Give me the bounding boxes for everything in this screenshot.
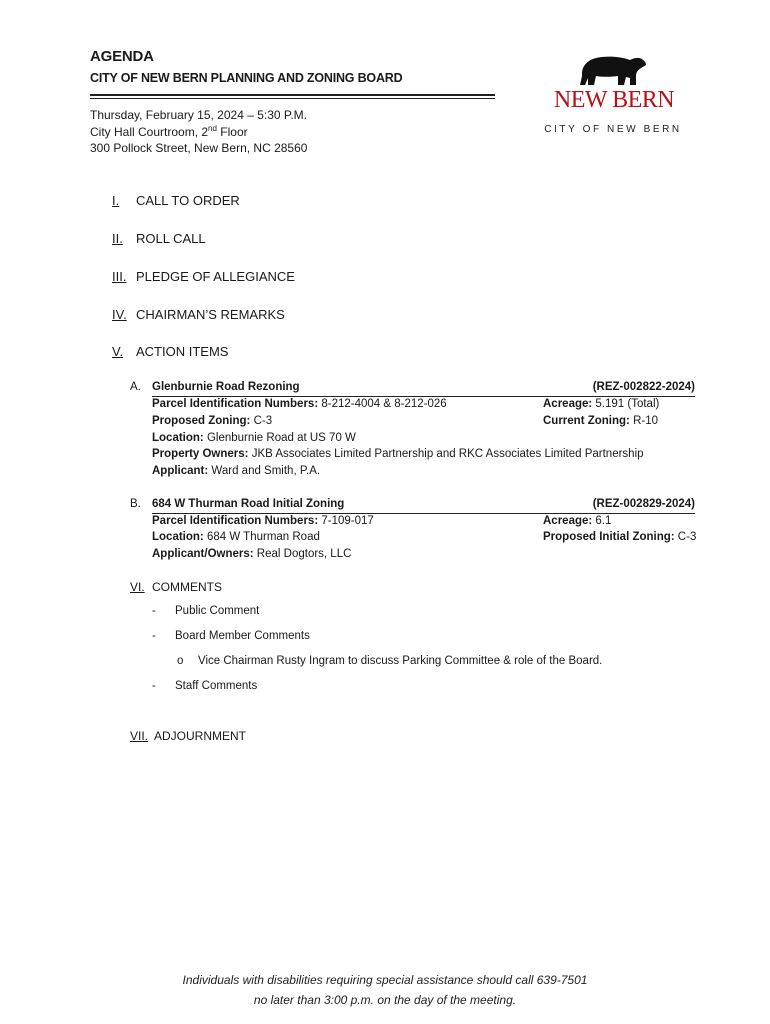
item-line: Applicant: Ward and Smith, P.A. [152, 465, 321, 477]
section-comments: VI. COMMENTS [130, 580, 222, 594]
item-line: Parcel Identification Numbers: 8-212-4004 & 8-212-026 [152, 398, 447, 410]
section-action-items: V. ACTION ITEMS [112, 344, 229, 359]
item-title: 684 W Thurman Road Initial Zoning [152, 498, 345, 510]
meeting-date: Thursday, February 15, 2024 – 5:30 P.M. [90, 108, 308, 122]
item-right-line: Current Zoning: R-10 [543, 415, 658, 427]
public-comment: Public Comment [175, 605, 260, 617]
item-line: Proposed Zoning: C-3 [152, 415, 273, 427]
meeting-address: 300 Pollock Street, New Bern, NC 28560 [90, 141, 308, 155]
item-title-row [152, 496, 695, 514]
case-number: (REZ-002822-2024) [592, 381, 695, 393]
section-call-to-order: I. CALL TO ORDER [112, 193, 240, 208]
item-right-line: Proposed Initial Zoning: C-3 [543, 531, 697, 543]
item-letter: A. [130, 381, 141, 393]
bear-icon [538, 52, 688, 88]
board-name: CITY OF NEW BERN PLANNING AND ZONING BOARD [90, 71, 403, 85]
sub-bullet: o [177, 655, 184, 667]
item-right-line: Acreage: 5.191 (Total) [543, 398, 660, 410]
agenda-title: AGENDA [90, 48, 154, 65]
footer-line-2: no later than 3:00 p.m. on the day of the meeting. [253, 993, 517, 1007]
logo-tagline: CITY OF NEW BERN [544, 124, 682, 135]
item-letter: B. [130, 498, 141, 510]
header-rule [90, 94, 495, 96]
item-line: Location: 684 W Thurman Road [152, 531, 320, 543]
item-title-row [152, 379, 695, 397]
section-adjournment: VII. ADJOURNMENT [130, 729, 246, 743]
board-member-comments: Board Member Comments [175, 630, 310, 642]
comment-dash: - [152, 680, 156, 692]
vice-chairman-item: Vice Chairman Rusty Ingram to discuss Parking Committee & role of the Board. [198, 655, 603, 667]
section-chairman-remarks: IV. CHAIRMAN’S REMARKS [112, 307, 285, 322]
staff-comments: Staff Comments [175, 680, 258, 692]
comment-dash: - [152, 630, 156, 642]
item-line: Location: Glenburnie Road at US 70 W [152, 432, 356, 444]
header-rule-thin [90, 98, 495, 99]
item-line: Parcel Identification Numbers: 7-109-017 [152, 515, 374, 527]
item-line: Applicant/Owners: Real Dogtors, LLC [152, 548, 352, 560]
item-right-line: Acreage: 6.1 [543, 515, 612, 527]
meeting-place: City Hall Courtroom, 2nd Floor [90, 124, 248, 139]
new-bern-logo [538, 52, 688, 138]
item-title: Glenburnie Road Rezoning [152, 381, 300, 393]
section-roll-call: II. ROLL CALL [112, 231, 206, 246]
item-line: Property Owners: JKB Associates Limited Partnership and RKC Associates Limited Partnership [152, 448, 644, 460]
case-number: (REZ-002829-2024) [592, 498, 695, 510]
comment-dash: - [152, 605, 156, 617]
footer-line-1: Individuals with disabilities requiring special assistance should call 639-7501 [182, 973, 588, 987]
section-pledge: III. PLEDGE OF ALLEGIANCE [112, 269, 295, 284]
logo-name: NEW BERN [553, 87, 675, 113]
